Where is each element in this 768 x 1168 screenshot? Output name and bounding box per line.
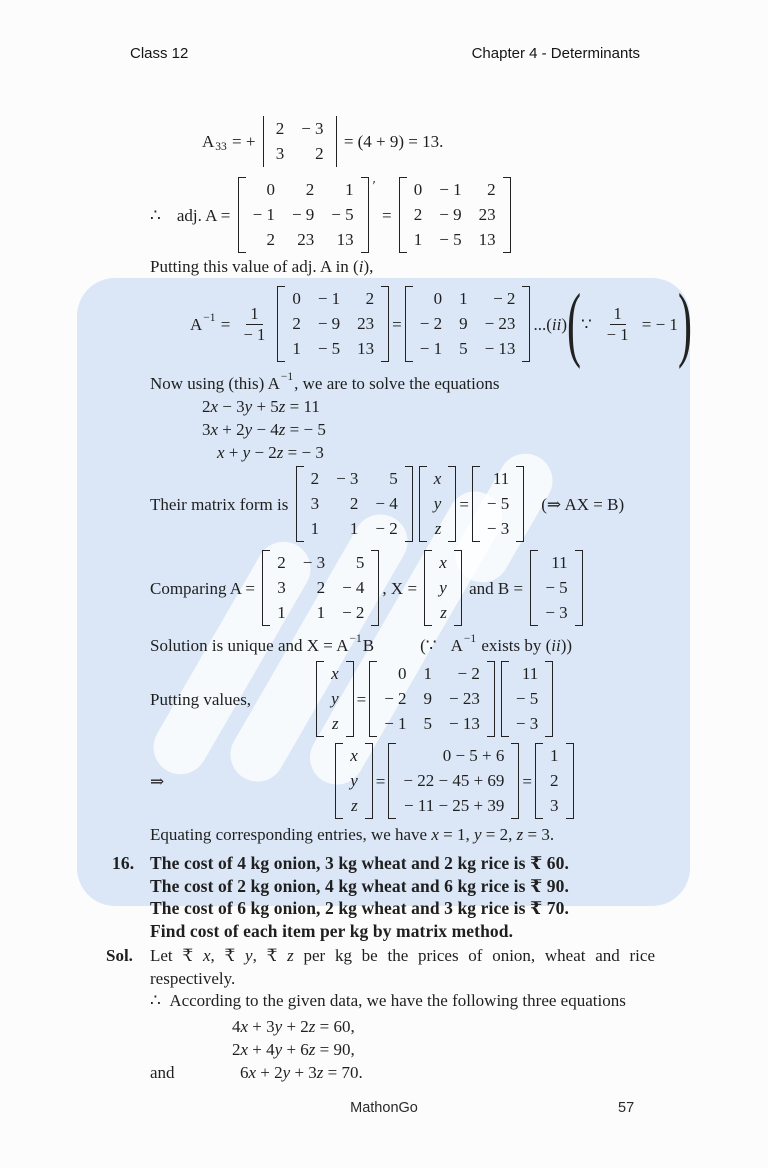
matrix: 2 − 3 5 3 2 − 4 1 1 − 2 [296, 466, 413, 542]
math-part: 4x + 3y + 2z = 60, [232, 1016, 355, 1036]
math-part: Comparing A = [150, 578, 260, 598]
math-part: Their matrix form is [150, 494, 293, 514]
math-part: = [375, 771, 386, 791]
q16-line-3 [150, 897, 655, 920]
big-paren-left [567, 290, 581, 357]
hanging-label: Sol. [106, 946, 133, 965]
matrix: 0 2 1 − 1 − 9 − 5 2 23 13 [238, 177, 369, 253]
math-part: ...(ii) [533, 314, 567, 334]
math-part: 2x − 3y + 5z = 11 [202, 397, 320, 416]
math-part: (⇒ AX = B) [541, 494, 625, 514]
matrix: 11 − 5 − 3 [530, 550, 582, 626]
line-putting-i [150, 255, 373, 278]
math-part: Find cost of each item per kg by matrix method. [150, 920, 514, 941]
eq-3 [202, 441, 324, 464]
superscript: −1 [280, 371, 294, 383]
footer-page-number: 57 [618, 1100, 635, 1116]
matrix: 11 − 5 − 3 [472, 466, 524, 542]
header-class-label: Class 12 [130, 45, 189, 62]
matrix: 11 − 5 − 3 [501, 661, 553, 737]
math-part: B [362, 636, 375, 655]
math-part: = (4 + 9) = 13. [339, 132, 444, 151]
math-part: ∴ [150, 205, 161, 225]
matrix: 0 1 − 2 − 2 9 − 23 − 1 5 − 13 [369, 661, 495, 737]
math-part: The cost of 4 kg onion, 3 kg wheat and 2 kg rice is ₹ 60. [150, 853, 569, 873]
matrix: x y z [424, 550, 462, 626]
fraction: $\frac{1}{- 1}$ [243, 303, 266, 344]
therefore-para [150, 990, 655, 1013]
transpose-prime: ′ [372, 179, 376, 194]
eq-2 [202, 418, 326, 441]
matrix: x y z [419, 466, 457, 542]
math-part: x + y − 2z = − 3 [217, 443, 324, 462]
matrix: 0 1 − 2 − 2 9 − 23 − 1 5 − 13 [405, 286, 531, 362]
q16-line-1 [112, 852, 655, 875]
math-part: Putting this value of adj. A in (i), [150, 257, 374, 276]
math-part: Now using (this) A [150, 374, 280, 393]
q16-line-4 [150, 920, 655, 943]
footer-brand: MathonGo [350, 1100, 418, 1116]
cost-eq-1 [232, 1015, 355, 1038]
cost-eq-2 [232, 1038, 355, 1061]
line-comparing [150, 550, 586, 626]
matrix: 2 − 3 3 2 [263, 116, 337, 167]
matrix: x y z [316, 661, 354, 737]
superscript: −1 [463, 633, 477, 645]
math-part: = [522, 771, 532, 791]
cost-eq-3 [150, 1061, 363, 1084]
big-paren-right [678, 290, 692, 357]
math-part: ∵ [580, 314, 592, 334]
math-part: = [392, 314, 402, 334]
line-putting-values [150, 661, 556, 737]
math-part: 6x + 2y + 3z = 70. [240, 1062, 363, 1082]
math-part: The cost of 6 kg onion, 2 kg wheat and 3 kg rice is ₹ 70. [150, 898, 569, 918]
math-part: , X = [382, 578, 422, 598]
matrix: 0 − 5 + 6 − 22 − 45 + 69 − 11 − 25 + 39 [388, 743, 519, 819]
math-part: = + [227, 132, 260, 151]
math-part: = [459, 494, 469, 514]
matrix: 0 − 1 2 2 − 9 23 1 − 5 13 [277, 286, 389, 362]
superscript: −1 [203, 311, 216, 324]
math-part: = [377, 205, 396, 225]
matrix: 0 − 1 2 2 − 9 23 1 − 5 13 [399, 177, 511, 253]
math-part: = − 1 [637, 314, 678, 334]
line-equating [150, 823, 554, 846]
math-part: Let ₹ x, ₹ y, ₹ z per kg be the prices of onion, wheat and rice respectively. [150, 946, 655, 988]
fraction: $\frac{1}{- 1}$ [606, 303, 629, 344]
math-part: and B = [464, 578, 528, 598]
superscript: −1 [349, 633, 362, 645]
math-part: A [190, 314, 203, 334]
eq-1 [202, 395, 320, 418]
line-arrow [150, 743, 577, 819]
matrix: 1 2 3 [535, 743, 574, 819]
subscript: 33 [215, 141, 227, 153]
math-part: Putting values, [150, 689, 252, 709]
hanging-label: and [150, 1062, 175, 1082]
sol-para [106, 945, 655, 990]
q16-line-2 [150, 875, 655, 898]
math-part: , we are to solve the equations [294, 374, 500, 393]
header-chapter-label: Chapter 4 - Determinants [471, 45, 640, 62]
line-solution-unique [150, 634, 572, 657]
math-part: 2x + 4y + 6z = 90, [232, 1039, 355, 1059]
line-adj [150, 177, 514, 253]
math-part: The cost of 2 kg onion, 4 kg wheat and 6 kg rice is ₹ 90. [150, 875, 569, 896]
matrix: x y z [335, 743, 373, 819]
math-part: Solution is unique and X = A [150, 636, 349, 655]
math-part: A [450, 636, 463, 655]
line-matrix-form [150, 466, 624, 542]
math-part: ∴ According to the given data, we have the following three equations [150, 991, 626, 1010]
line-now-using [150, 372, 499, 395]
math-content [106, 112, 678, 1084]
math-part: = [356, 689, 367, 709]
line-a33 [202, 116, 443, 167]
math-part: adj. A = [176, 205, 235, 225]
math-part: (∵ [420, 636, 437, 655]
math-part: ⇒ [150, 771, 165, 791]
math-part: 3x + 2y − 4z = − 5 [202, 420, 326, 439]
math-part: exists by (ii)) [477, 636, 573, 655]
hanging-label: 16. [112, 853, 135, 873]
math-part: A [202, 132, 215, 151]
line-a-inverse [190, 286, 692, 362]
math-part: = [216, 314, 235, 334]
math-part: Equating corresponding entries, we have x = 1, y = 2, z = 3. [150, 825, 555, 844]
matrix: 2 − 3 5 3 2 − 4 1 1 − 2 [262, 550, 379, 626]
